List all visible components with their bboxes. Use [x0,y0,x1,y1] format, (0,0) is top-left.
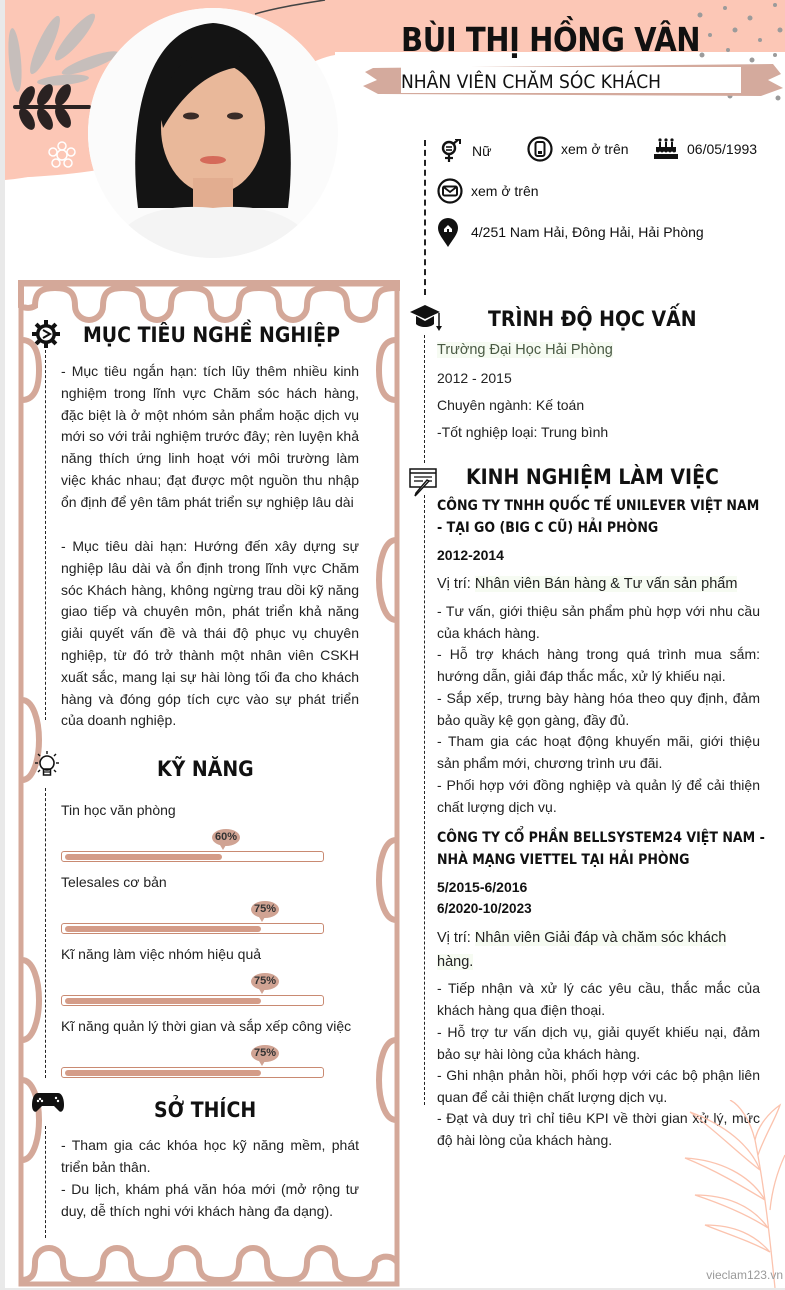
job-duty: - Tư vấn, giới thiệu sản phẩm phù hợp với nhu cầu của khách hàng. [437,603,760,641]
education-title: TRÌNH ĐỘ HỌC VẤN [488,307,697,331]
skill-percent-bubble: 75% [251,1045,279,1062]
hobby-item: - Du lịch, khám phá văn hóa mới (mở rộng tư duy, dễ thích nghi với khách hàng đa dạng). [61,1181,359,1219]
graduation-cap-icon [410,304,442,337]
contact-divider [424,140,426,295]
education-divider [424,335,425,463]
objective-title: MỤC TIÊU NGHỀ NGHIỆP [83,323,340,347]
skill-progress-fill [65,854,222,860]
leaf-outline-decoration-icon [680,1100,785,1288]
address-row [435,219,704,245]
hobbies-divider [45,1126,46,1238]
job-duty: - Đạt và duy trì chỉ tiêu KPI về thời gian xử lý, mức độ hài lòng của khách hàng. [437,1110,760,1148]
birthday-cake-icon [653,136,679,162]
location-pin-icon [435,219,461,245]
gear-icon [32,320,60,353]
skill-progress-bar [61,923,324,934]
candidate-name: BÙI THỊ HỒNG VÂN [401,20,701,59]
gender-icon [438,138,464,164]
skill-percent-bubble: 75% [251,901,279,918]
education-years: 2012 - 2015 [437,370,512,386]
job-company: CÔNG TY TNHH QUỐC TẾ UNILEVER VIỆT NAM - TẠI GO (BIG C CŨ) HẢI PHÒNG [437,498,760,536]
gender-value: Nữ [472,143,492,159]
birthday-row [653,136,757,162]
phone-value[interactable]: xem ở trên [561,141,629,157]
job-duty: - Hỗ trợ tư vấn dịch vụ, giải quyết khiếu nại, đảm bảo sự hài lòng của khách hàng. [437,1024,760,1062]
profile-photo [88,8,338,258]
skill-percent-bubble: 60% [212,829,240,846]
objective-short-term: - Mục tiêu ngắn hạn: tích lũy thêm nhiều kinh nghiệm trong lĩnh vực Chăm sóc hách hàng, đặc biệt là ở một nhóm sản phẩm hoặc dịch vụ mới so với trải nghiệm trước đây; rèn luyện khả năng thích ứng linh hoạt với môi trường làm việc khác nhau; đạt được một nguồn thu nhập ổn định để yên tâm phát triển sự nghiệp lâu dài [61,363,359,510]
experience-title: KINH NGHIỆM LÀM VIỆC [466,465,719,489]
job-position [437,926,757,974]
skill-progress-bar [61,851,324,862]
birthday-value: 06/05/1993 [687,141,758,157]
job-position-label: Vị trí: [437,576,475,592]
education-grade: -Tốt nghiệp loại: Trung bình [437,424,609,440]
job-dates: 6/2020-10/2023 [437,901,532,916]
experience-divider [424,495,425,1105]
job-duty: - Tiếp nhận và xử lý các yêu cầu, thắc mắc của khách hàng qua điện thoại. [437,980,760,1018]
objective-divider [45,350,46,720]
job-duty: - Tham gia các hoạt động khuyến mãi, giới thiệu sản phẩm mới, chương trình ưu đãi. [437,733,760,771]
skills-title: KỸ NĂNG [157,757,254,781]
objective-long-term: - Mục tiêu dài hạn: Hướng đến xây dựng sự nghiệp lâu dài và ổn định trong lĩnh vực Chăm sóc Khách hàng, không ngừng trau dồi kỹ năng giao tiếp và chuyên môn, phát triển khả năng giải quyết vấn đề và thái độ phục vụ chuyên nghiệp, từ đó trở thành một nhân viên CSKH xuất sắc, mang lại sự hài lòng tối đa cho khách hàng và đóng góp tích cực vào sự phát triển của doanh nghiệp. [61,538,359,729]
skill-label: Kĩ năng quản lý thời gian và sắp xếp công việc [61,1018,352,1034]
job-duty: - Sắp xếp, trưng bày hàng hóa theo quy định, đảm bảo quầy kệ gọn gàng, đầy đủ. [437,690,760,728]
watermark: vieclam123.vn [706,1268,783,1282]
job-duty: - Phối hợp với đồng nghiệp và quản lý để cải thiện chất lượng dịch vụ. [437,777,760,815]
job-duty: - Hỗ trợ khách hàng trong quá trình mua sắm: hướng dẫn, giải đáp thắc mắc, xử lý khiếu nại. [437,646,760,684]
job-company: CÔNG TY CỔ PHẦN BELLSYSTEM24 VIỆT NAM - NHÀ MẠNG VIETTEL TẠI HẢI PHÒNG [437,830,765,868]
job-position [437,572,757,596]
email-value[interactable]: xem ở trên [471,183,539,199]
hobbies-title: SỞ THÍCH [154,1098,257,1122]
job-position-value: Nhân viên Bán hàng & Tư vấn sản phẩm [474,576,738,592]
address-value: 4/251 Nam Hải, Đông Hải, Hải Phòng [471,224,704,240]
job-duty: - Ghi nhận phản hồi, phối hợp với các bộ phận liên quan để cải thiện chất lượng dịch vụ. [437,1067,760,1105]
email-row [437,178,539,204]
job-title: NHÂN VIÊN CHĂM SÓC KHÁCH [401,71,662,93]
skill-progress-bar [61,995,324,1006]
skills-divider [45,788,46,1078]
skill-label: Kĩ năng làm việc nhóm hiệu quả [61,946,262,962]
skill-progress-fill [65,926,261,932]
phone-icon [527,136,553,162]
education-major: Chuyên ngành: Kế toán [437,397,585,413]
skill-label: Telesales cơ bản [61,874,167,890]
phone-row [527,136,629,162]
lightbulb-icon [33,750,61,785]
skill-label: Tin học văn phòng [61,802,176,818]
gamepad-icon [32,1091,64,1118]
skill-progress-fill [65,998,261,1004]
skill-percent-bubble: 75% [251,973,279,990]
skill-progress-bar [61,1067,324,1078]
gender-row [438,138,491,164]
email-icon [437,178,463,204]
job-position-value: Nhân viên Giải đáp và chăm sóc khách hàng. [437,930,727,970]
cv-page [5,0,785,1288]
job-position-label: Vị trí: [437,930,475,946]
skill-progress-fill [65,1070,261,1076]
education-school: Trường Đại Học Hải Phòng [437,342,613,358]
job-dates: 5/2015-6/2016 [437,879,528,895]
hobby-item: - Tham gia các khóa học kỹ năng mềm, phát triển bản thân. [61,1137,359,1175]
job-dates: 2012-2014 [437,547,504,563]
